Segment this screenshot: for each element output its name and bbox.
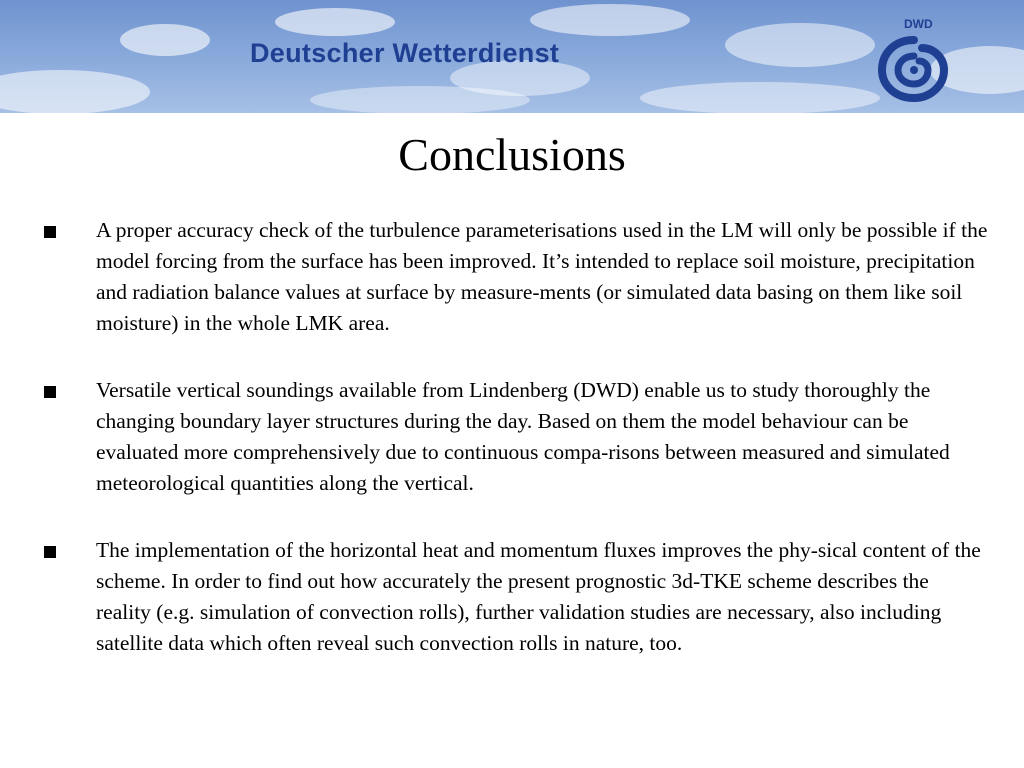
list-item	[0, 535, 989, 659]
bullet-text: A proper accuracy check of the turbulence parameterisations used in the LM will only be possible if the model forcing from the surface has been improved. It’s intended to replace soil moisture, precipitation and radiation balance values at surface by measure-ments (or simulated data basing on them like soil moisture) in the whole LMK area.	[96, 218, 988, 335]
dwd-logo	[876, 12, 952, 104]
square-bullet-icon	[44, 386, 56, 398]
header-banner	[0, 0, 1024, 113]
slide-title: Conclusions	[398, 129, 626, 180]
bullet-text: Versatile vertical soundings available from Lindenberg (DWD) enable us to study thoroughly the changing boundary layer structures during the day. Based on them the model behaviour can be evaluated more comprehensively due to continuous compa-risons between measured and simulated meteorological quantities along the vertical.	[96, 378, 950, 495]
square-bullet-icon	[44, 226, 56, 238]
organization-name: Deutscher Wetterdienst	[250, 38, 560, 68]
logo-text: DWD	[904, 17, 933, 31]
square-bullet-icon	[44, 546, 56, 558]
conclusions-list	[0, 215, 1024, 695]
list-item	[0, 375, 989, 499]
list-item	[0, 215, 989, 339]
dwd-spiral-logo-icon	[876, 32, 952, 104]
bullet-text: The implementation of the horizontal heat and momentum fluxes improves the phy-sical content of the scheme. In order to find out how accurately the present prognostic 3d-TKE scheme describes the reality (e.g. simulation of convection rolls), further validation studies are necessary, also including satellite data which often reveal such convection rolls in nature, too.	[96, 538, 981, 655]
